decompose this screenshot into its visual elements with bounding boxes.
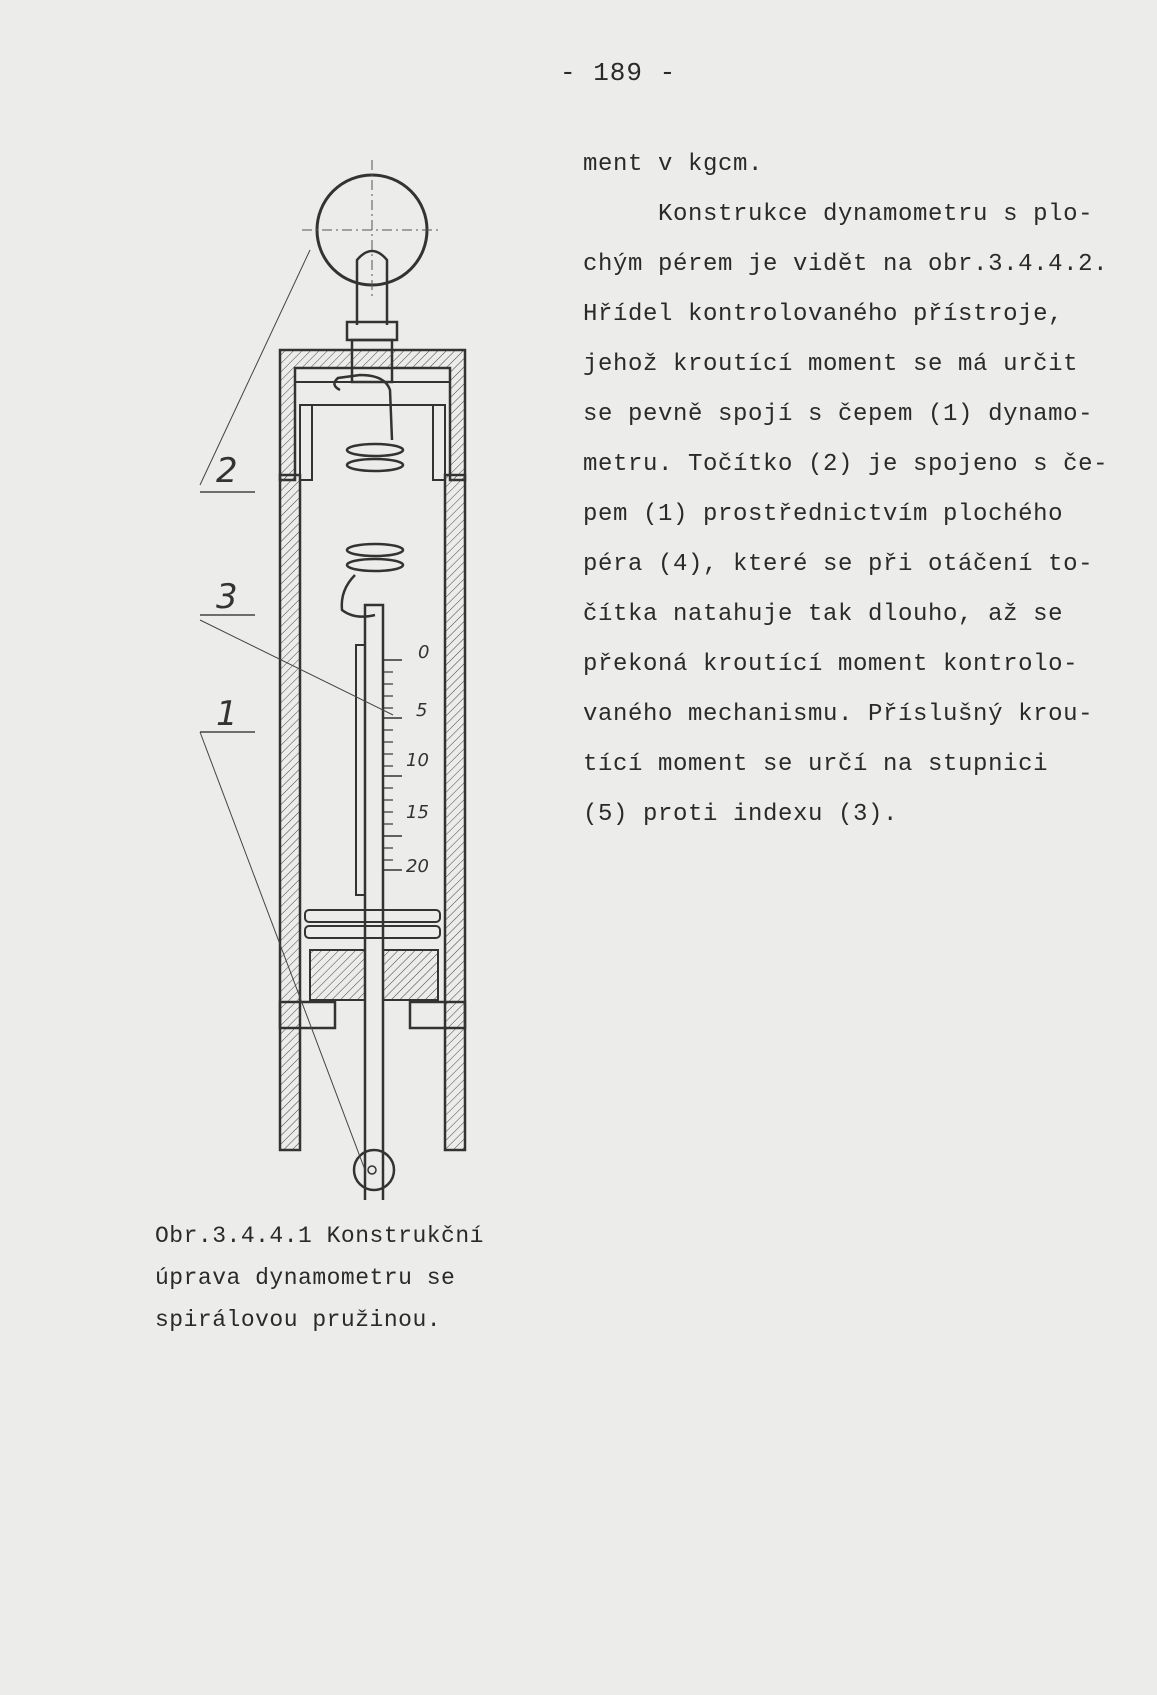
body-line: pem (1) prostřednictvím plochého <box>583 501 1064 528</box>
body-line: vaného mechanismu. Příslušný krou- <box>583 701 1094 728</box>
body-line: Konstrukce dynamometru s plo- <box>583 201 1094 228</box>
scale-label-0: 0 <box>418 642 430 663</box>
body-line: překoná kroutící moment kontrolo- <box>583 651 1079 678</box>
housing-cylinder <box>280 405 465 1150</box>
caption-line: úprava dynamometru se <box>155 1265 456 1291</box>
body-line: chým pérem je vidět na obr.3.4.4.2. <box>583 251 1109 278</box>
body-line: ment v kgcm. <box>583 151 764 178</box>
body-line: metru. Točítko (2) je spojeno s če- <box>583 451 1109 478</box>
scale-label-5: 5 <box>416 700 428 721</box>
body-line: péra (4), které se při otáčení to- <box>583 551 1094 578</box>
figure-caption <box>155 1215 555 1341</box>
body-line: (5) proti indexu (3). <box>583 801 899 828</box>
page-number: - 189 - <box>560 58 677 88</box>
body-line: čítka natahuje tak dlouho, až se <box>583 601 1064 628</box>
caption-line: spirálovou pružinou. <box>155 1307 442 1333</box>
body-line: tící moment se určí na stupnici <box>583 751 1049 778</box>
bottom-base <box>280 910 465 1028</box>
scale-label-15: 15 <box>406 802 429 823</box>
leader-label-2: 2 <box>216 451 238 491</box>
leader-label-3: 3 <box>216 577 238 617</box>
central-shaft <box>354 605 394 1200</box>
leader-label-1: 1 <box>216 694 238 734</box>
caption-line: Obr.3.4.4.1 Konstrukční <box>155 1223 484 1249</box>
body-text <box>583 140 1143 840</box>
spiral-spring <box>334 375 403 617</box>
dynamometer-drawing <box>180 150 510 1200</box>
scale-label-20: 20 <box>406 856 429 877</box>
body-line: jehož kroutící moment se má určit <box>583 351 1079 378</box>
ring-handle <box>302 160 442 325</box>
top-cap <box>280 350 465 480</box>
scale-label-10: 10 <box>406 750 429 771</box>
measurement-scale <box>383 642 429 877</box>
body-line: se pevně spojí s čepem (1) dynamo- <box>583 401 1094 428</box>
body-line: Hřídel kontrolovaného přístroje, <box>583 301 1064 328</box>
